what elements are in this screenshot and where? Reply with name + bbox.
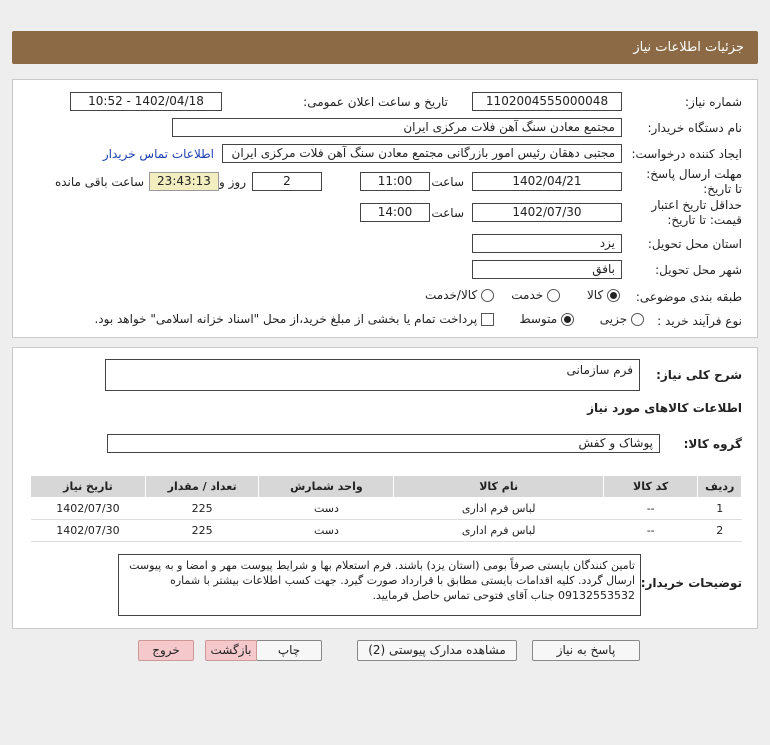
category-goods-label: کالا: [586, 288, 604, 302]
group-field[interactable]: پوشاک و کفش: [107, 434, 660, 453]
days-label: روز و: [219, 175, 246, 189]
payment-note: پرداخت تمام يا بخشی از مبلغ خريد،از محل "اسناد خزانه اسلامی" خواهد بود.: [94, 312, 478, 326]
reply-deadline-label: [642, 167, 742, 197]
contact-buyer-link[interactable]: اطلاعات تماس خريدار: [102, 147, 214, 161]
need-number-field[interactable]: 1102004555000048: [472, 92, 622, 111]
table-header-row: [31, 476, 742, 498]
checkbox-icon[interactable]: [481, 313, 494, 326]
exit-button[interactable]: خروج: [138, 640, 194, 661]
cell-code: --: [603, 498, 698, 520]
col-name: نام کالا: [394, 476, 603, 498]
goods-info-title: اطلاعات کالاهای مورد نياز: [587, 401, 742, 415]
col-unit: واحد شمارش: [259, 476, 394, 498]
buyer-label: نام دستگاه خريدار:: [647, 121, 742, 135]
back-button[interactable]: بازگشت: [205, 640, 257, 661]
radio-checked-icon[interactable]: [607, 289, 620, 302]
cell-qty: 225: [145, 520, 258, 542]
province-field[interactable]: يزد: [472, 234, 622, 253]
cell-row: 2: [698, 520, 742, 542]
group-label: گروه کالا:: [683, 437, 742, 451]
city-field[interactable]: بافق: [472, 260, 622, 279]
reply-date-field[interactable]: 1402/04/21: [472, 172, 622, 191]
payment-checkbox[interactable]: [94, 312, 494, 326]
col-qty: تعداد / مقدار: [145, 476, 258, 498]
validity-text: حداقل تاريخ اعتبار قيمت: تا تاريخ:: [651, 198, 742, 227]
validity-time-label: ساعت: [431, 206, 464, 220]
col-row: رديف: [698, 476, 742, 498]
cell-name: لباس فرم اداری: [394, 498, 603, 520]
cell-unit: دست: [259, 520, 394, 542]
description-value: فرم سازمانی: [566, 363, 633, 377]
validity-label: [642, 198, 742, 228]
validity-time-field[interactable]: 14:00: [360, 203, 430, 222]
reply-deadline-text: مهلت ارسال پاسخ: تا تاريخ:: [646, 167, 742, 196]
category-service-label: خدمت: [511, 288, 544, 302]
need-number-label: شماره نياز:: [685, 95, 742, 109]
notes-label: توضيحات خريدار:: [640, 576, 742, 590]
category-both-label: کالا/خدمت: [424, 288, 478, 302]
process-radio-medium[interactable]: [519, 312, 574, 326]
announce-label: تاريخ و ساعت اعلان عمومی:: [303, 95, 448, 109]
validity-date-field[interactable]: 1402/07/30: [472, 203, 622, 222]
cell-name: لباس فرم اداری: [394, 520, 603, 542]
category-radio-both[interactable]: [425, 288, 494, 302]
city-label: شهر محل تحويل:: [655, 263, 742, 277]
cell-row: 1: [698, 498, 742, 520]
reply-time-field[interactable]: 11:00: [360, 172, 430, 191]
category-radio-service[interactable]: [511, 288, 560, 302]
radio-checked-icon[interactable]: [561, 313, 574, 326]
days-field[interactable]: 2: [252, 172, 322, 191]
cell-date: 1402/07/30: [31, 520, 146, 542]
reply-time-label: ساعت: [431, 175, 464, 189]
category-radio-goods[interactable]: [587, 288, 620, 302]
process-radio-minor[interactable]: [600, 312, 644, 326]
buyer-field[interactable]: مجتمع معادن سنگ آهن فلات مرکزی ايران: [172, 118, 622, 137]
radio-unchecked-icon[interactable]: [481, 289, 494, 302]
description-field[interactable]: [105, 359, 640, 391]
attachments-button[interactable]: مشاهده مدارک پيوستی (2): [357, 640, 517, 661]
process-label: نوع فرآيند خريد :: [657, 314, 742, 328]
creator-field[interactable]: مجتبی دهقان رئيس امور بازرگانی مجتمع معادن سنگ آهن فلات مرکزی ايران: [222, 144, 622, 163]
radio-unchecked-icon[interactable]: [547, 289, 560, 302]
province-label: استان محل تحويل:: [647, 237, 742, 251]
cell-unit: دست: [259, 498, 394, 520]
cell-code: --: [603, 520, 698, 542]
col-date: تاريخ نياز: [31, 476, 146, 498]
col-code: کد کالا: [603, 476, 698, 498]
reply-button[interactable]: پاسخ به نياز: [532, 640, 640, 661]
cell-date: 1402/07/30: [31, 498, 146, 520]
creator-label: ايجاد کننده درخواست:: [631, 147, 742, 161]
items-table: [30, 475, 742, 542]
table-row[interactable]: [31, 520, 742, 542]
print-button[interactable]: چاپ: [256, 640, 322, 661]
process-minor-label: جزيی: [599, 312, 628, 326]
notes-field[interactable]: تامين کنندگان بايستی صرفاً بومی (استان يزد) باشند. فرم استعلام بها و شرايط پيوست مهر و امضا و به پيوست ارسال گردد. کليه اقدامات بايستی مطابق با قرارداد صورت گيرد. جهت کسب اطلاعات بيشتر با شماره 09132553532 جناب آقای فتوحی تماس حاصل فرماييد.: [118, 554, 641, 616]
description-label: شرح کلی نياز:: [656, 368, 742, 382]
radio-unchecked-icon[interactable]: [631, 313, 644, 326]
cell-qty: 225: [145, 498, 258, 520]
page-title: جزئيات اطلاعات نياز: [12, 31, 758, 64]
category-label: طبقه بندی موضوعی:: [635, 290, 742, 304]
announce-field[interactable]: 1402/04/18 - 10:52: [70, 92, 222, 111]
process-medium-label: متوسط: [519, 312, 558, 326]
remaining-time-field: 23:43:13: [149, 172, 219, 191]
table-row[interactable]: [31, 498, 742, 520]
remaining-label: ساعت باقی مانده: [54, 175, 144, 189]
